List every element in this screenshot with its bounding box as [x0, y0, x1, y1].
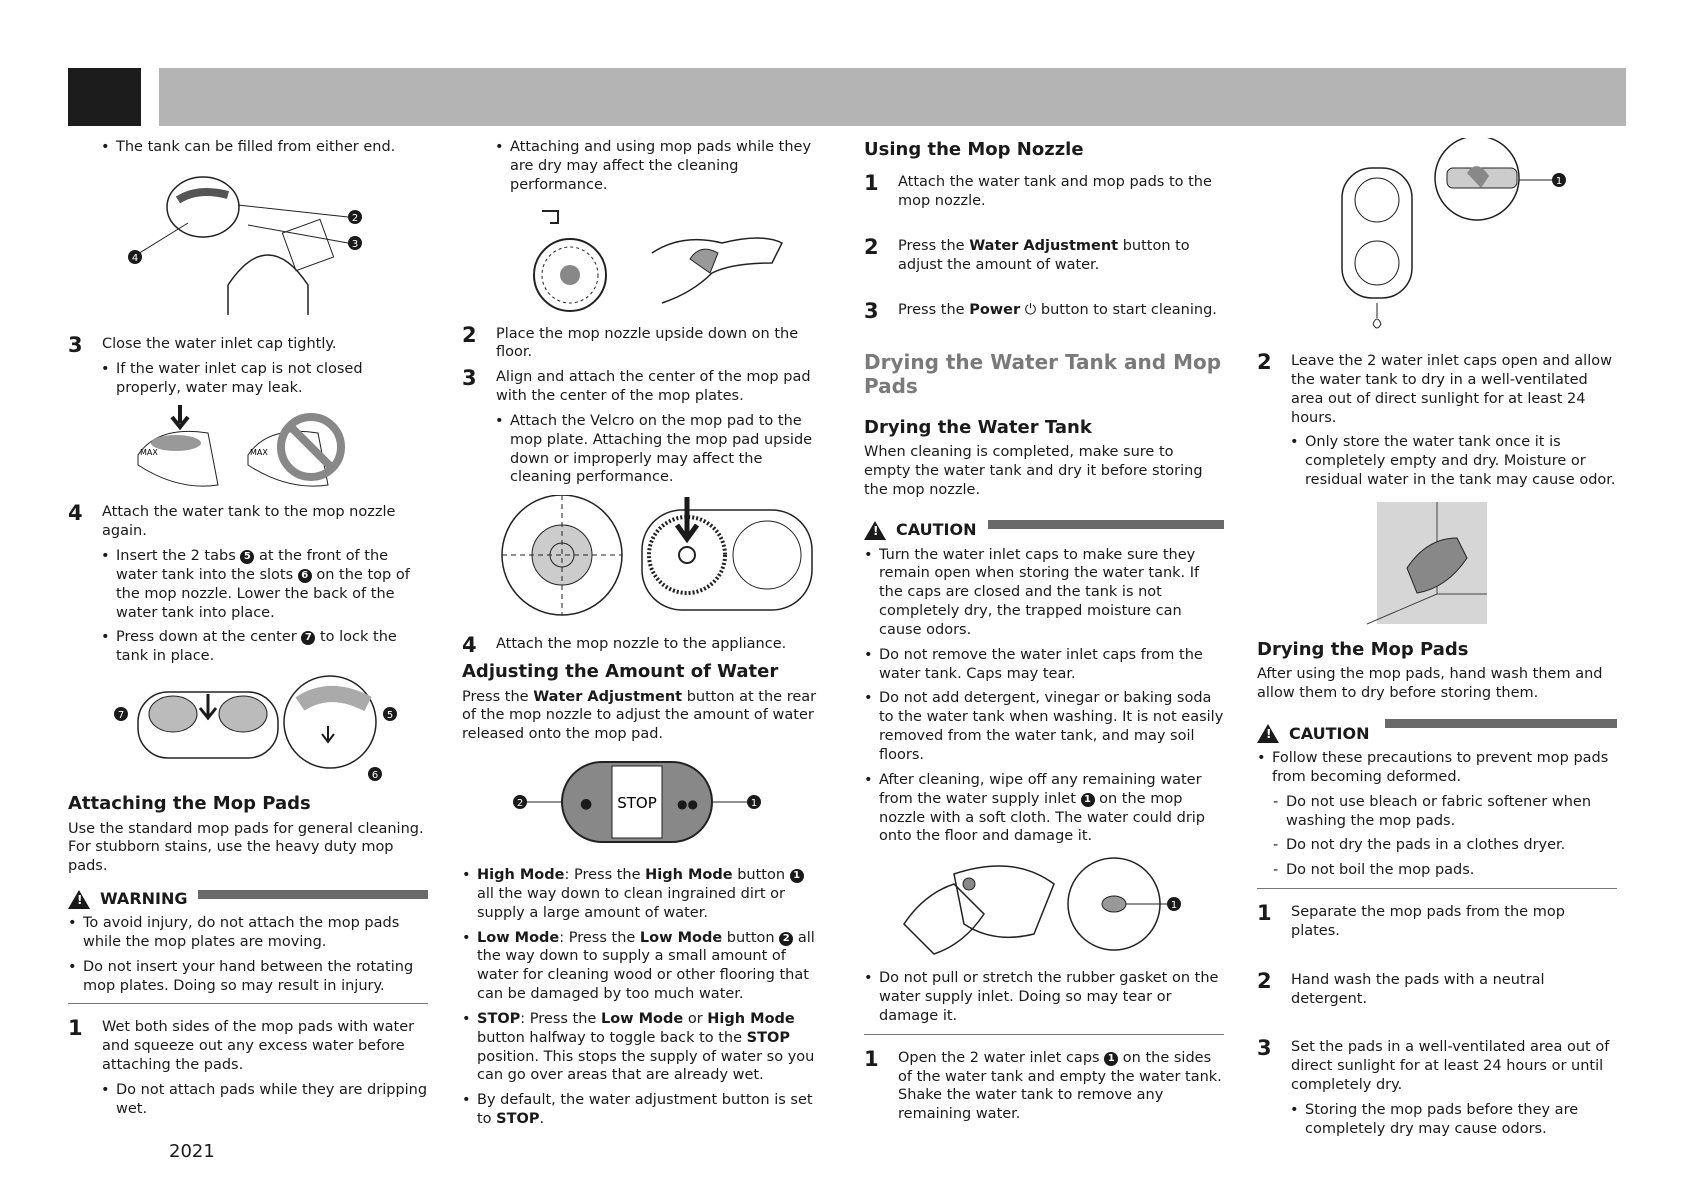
drying-tank-title: Drying the Water Tank [864, 416, 1092, 438]
bullet-insert-tabs: • Insert the 2 tabs 5 at the front of the water tank into the slots 6 on the top of the mop nozzle. Lower the back of the water tank into place. [101, 547, 428, 622]
caution-bullet-5: • Do not pull or stretch the rubber gasket on the water supply inlet. Doing so may tear or damage it. [864, 969, 1224, 1026]
caution-bullet-2: • Do not remove the water inlet caps from the water tank. Caps may tear. [864, 646, 1224, 684]
caution-pads-bullet: • Follow these precautions to prevent mop pads from becoming deformed. [1257, 749, 1617, 787]
step-4-attach-nozzle: 4 Attach the mop nozzle to the appliance. [462, 633, 787, 658]
drying-section-title: Drying the Water Tank and Mop Pads [864, 349, 1222, 398]
step-2-leave-open: 2 Leave the 2 water inlet caps open and allow the water tank to dry in a well-ventilated area out of direct sunlight for at least 24 hours. [1257, 350, 1612, 426]
lock-tank-illustration [68, 674, 408, 782]
caution-dash-1: - Do not use bleach or fabric softener when washing the mop pads. [1271, 793, 1617, 831]
column-3 [864, 138, 1224, 1130]
caution-dash-3: - Do not boil the mop pads. [1271, 861, 1617, 880]
step-1-separate: 1 Separate the mop pads from the mop plates. [1257, 901, 1565, 939]
bullet-high-mode: • High Mode: Press the High Mode button 1 all the way down to clean ingrained dirt or supply a large amount of water. [462, 866, 822, 923]
column-4 [1257, 138, 1617, 1145]
align-pad-illustration [462, 495, 822, 625]
step-2-hand-wash: 2 Hand wash the pads with a neutral detergent. [1257, 968, 1545, 1007]
warning-bullet-1: • To avoid injury, do not attach the mop pads while the mop plates are moving. [68, 914, 428, 952]
bullet-default: • By default, the water adjustment button is set to STOP. [462, 1091, 822, 1129]
bullet-velcro: • Attach the Velcro on the mop pad to the mop plate. Attaching the mop pad upside down or improperly may affect the cleaning performance. [495, 412, 822, 487]
adjusting-water-title: Adjusting the Amount of Water [462, 661, 779, 683]
column-2 [462, 138, 822, 1135]
bullet-stop: • STOP: Press the Low Mode or High Mode button halfway to toggle back to the STOP position. This stops the supply of water so you can go over areas that are already wet. [462, 1010, 822, 1085]
caution-icon: ! [1257, 724, 1279, 743]
step-4-attach-tank: 4 Attach the water tank to the mop nozzle again. [68, 501, 396, 540]
caution-bullet-1: • Turn the water inlet caps to make sure they remain open when storing the water tank. If the caps are closed and the tank is not completely dry, the trapped moisture can cause odors. [864, 546, 1224, 640]
max-label-1: MAX [140, 448, 158, 458]
step-1-wet-pads: 1 Wet both sides of the mop pads with water and squeeze out any excess water before attaching the pads. [68, 1016, 415, 1074]
bullet-dry-pads: • Attaching and using mop pads while they are dry may affect the cleaning performance. [495, 138, 822, 195]
caution-bullet-3: • Do not add detergent, vinegar or baking soda to the water tank when washing. It is not easily removed from the water tank, and may soil floors. [864, 689, 1224, 764]
using-mop-nozzle-title: Using the Mop Nozzle [864, 139, 1084, 160]
empty-tank-illustration [1257, 138, 1597, 338]
stop-label: STOP [617, 794, 657, 813]
single-drop-icon: ● [580, 796, 593, 813]
warning-bullet-2: • Do not insert your hand between the rotating mop plates. Doing so may result in injury. [68, 958, 428, 996]
step-3-align-pad: 3 Align and attach the center of the mop pad with the center of the mop plates. [462, 366, 811, 405]
bullet-low-mode: • Low Mode: Press the Low Mode button 2 all the way down to supply a small amount of water for cleaning wood or other flooring that can be damaged by too much water. [462, 929, 822, 1004]
cap-closed-illustration [68, 405, 408, 493]
caution-heading: ! CAUTION [864, 520, 1224, 542]
warning-icon: ! [68, 890, 90, 909]
fill-tank-illustration [68, 165, 408, 325]
attaching-mop-pads-title: Attaching the Mop Pads [68, 793, 311, 815]
header-block [68, 68, 141, 126]
water-adjust-dial [462, 756, 802, 856]
bullet-tank-fill: • The tank can be filled from either end. [101, 138, 428, 157]
bullet-press-center: • Press down at the center 7 to lock the tank in place. [101, 628, 428, 666]
step-2-upside-down: 2 Place the mop nozzle upside down on the floor. [462, 322, 799, 361]
caution-dash-2: - Do not dry the pads in a clothes dryer. [1271, 836, 1617, 855]
bullet-dripping: • Do not attach pads while they are dripping wet. [101, 1081, 428, 1119]
bullet-cap-leak: • If the water inlet cap is not closed properly, water may leak. [101, 360, 428, 398]
header-bar [159, 68, 1626, 126]
warning-heading: ! WARNING [68, 888, 428, 910]
cap-callout: 1 [1555, 176, 1563, 187]
step-3-set-pads: 3 Set the pads in a well-ventilated area out of direct sunlight for at least 24 hours or until completely dry. [1257, 1036, 1610, 1094]
drying-tank-text: When cleaning is completed, make sure to empty the water tank and dry it before storing the mop nozzle. [864, 444, 1203, 498]
dial-callout-2: 2 [516, 798, 524, 810]
wet-pads-illustration [462, 203, 802, 315]
divider [68, 1003, 428, 1004]
divider [864, 1034, 1224, 1035]
wipe-inlet-illustration [864, 854, 1204, 959]
divider [1257, 888, 1617, 889]
inlet-callout: 1 [1170, 900, 1178, 912]
step-1-attach: 1 Attach the water tank and mop pads to the mop nozzle. [864, 171, 1212, 210]
callout-5: 5 [386, 710, 394, 722]
caution-icon: ! [864, 521, 886, 540]
step-3-press-power: 3 Press the Power ⏻ button to start cleaning. [864, 298, 1217, 323]
callout-3: 3 [351, 238, 359, 250]
callout-2: 2 [351, 212, 359, 224]
dial-callout-1: 1 [750, 798, 758, 810]
step-1-open-caps: 1 Open the 2 water inlet caps 1 on the sides of the water tank and empty the water tank. Shake the water tank to remove any remaining water. [864, 1046, 1222, 1123]
caution-heading-2: ! CAUTION [1257, 723, 1617, 745]
page-number: 2021 [169, 1141, 215, 1162]
attaching-mop-pads-text: Use the standard mop pads for general cleaning. For stubborn stains, use the heavy duty mop pads. [68, 820, 424, 875]
drying-pads-title: Drying the Mop Pads [1257, 638, 1469, 660]
power-icon: ⏻ [1024, 301, 1037, 318]
step-2-press-adjust: 2 Press the Water Adjustment button to adjust the amount of water. [864, 235, 1190, 273]
adjusting-water-text: Press the Water Adjustment button at the rear of the mop nozzle to adjust the amount of water released onto the mop pad. [462, 688, 817, 743]
caution-bullet-4: • After cleaning, wipe off any remaining water from the water supply inlet 1 on the mop nozzle with a soft cloth. The water could drip onto the floor and damage it. [864, 771, 1224, 846]
bullet-storing-pads: • Storing the mop pads before they are completely dry may cause odors. [1290, 1101, 1617, 1139]
column-1 [68, 138, 428, 1125]
step-3-close-cap: 3 Close the water inlet cap tightly. [68, 332, 337, 357]
callout-7: 7 [117, 710, 125, 722]
callout-4: 4 [131, 252, 139, 264]
callout-6: 6 [371, 770, 379, 782]
double-drop-icon: ●● [677, 797, 698, 812]
max-label-2: MAX [250, 448, 268, 458]
bullet-store-dry: • Only store the water tank once it is completely empty and dry. Moisture or residual water in the tank may cause odor. [1290, 433, 1617, 490]
drying-tank-illustration [1257, 498, 1597, 628]
drying-pads-text: After using the mop pads, hand wash them and allow them to dry before storing them. [1257, 666, 1603, 702]
